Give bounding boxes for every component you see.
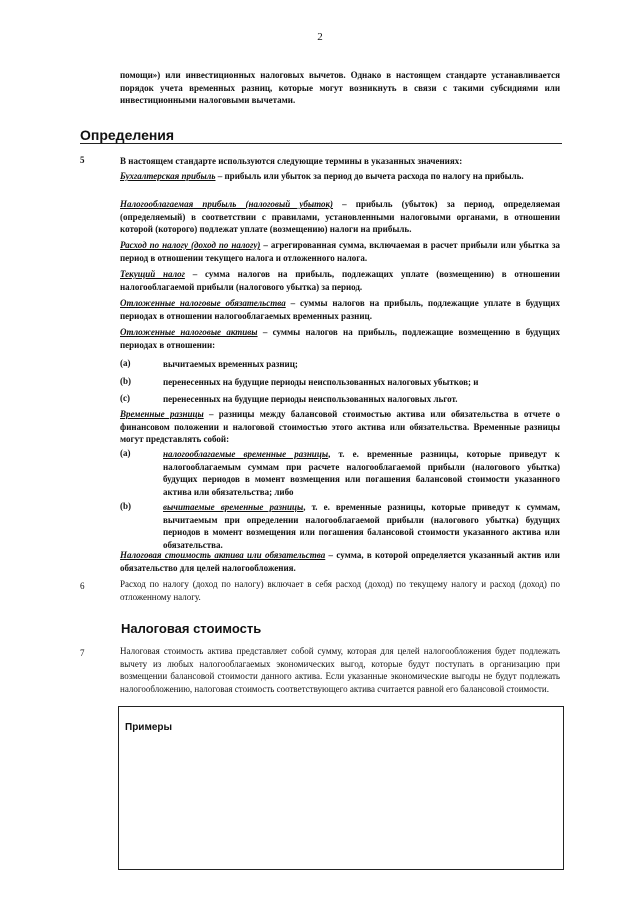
definition-current-tax — [120, 268, 560, 293]
definition-text: – прибыль или убыток за период до вычета расхода по налогу на прибыль. — [215, 171, 524, 181]
definition-text: – агрегированная сумма, включаемая в расчет прибыли или убытка за период в отношении текущего налога и отложенного налога. — [120, 240, 561, 263]
definition-term: Налогооблагаемая прибыль (налоговый убыток) — [120, 199, 334, 209]
list-letter: (b) — [120, 501, 131, 511]
list-item: перенесенных на будущие периоды неиспользованных налоговых льгот. — [163, 394, 458, 404]
definition-text: , т. е. временные разницы, которые приведут к суммам, вычитаемым при определении налогооблагаемой прибыли (налогового убытка) будущих периодов в момент возмещения или погашения балансовой стоимости указанного актива или обязательства. — [163, 502, 560, 550]
page-number: 2 — [317, 31, 323, 43]
definition-term: Расход по налогу (доход по налогу) — [120, 240, 261, 250]
subsection-title: Налоговая стоимость — [121, 621, 262, 636]
definitions-lead: В настоящем стандарте используются следующие термины в указанных значениях: — [120, 156, 463, 166]
definition-deferred-liabilities — [120, 297, 560, 322]
list-item-deductible-differences — [163, 501, 560, 551]
definition-taxable-profit — [120, 198, 560, 236]
paragraph-number-6: 6 — [80, 581, 85, 591]
definition-accounting-profit — [120, 170, 560, 183]
definition-text: – прибыль (убыток) за период, определяемая (определяемый) в соответствии с правилами, установленными налоговыми органами, в отношении которой (которого) подлежат уплате (возмещению) налоги на прибыль. — [120, 199, 560, 234]
definition-text: – разницы между балансовой стоимостью актива или обязательства в отчете о финансовом положении и налоговой стоимостью этого актива или обязательства. Временные разницы могут представлять собой: — [120, 409, 560, 444]
definition-tax-base — [120, 549, 560, 574]
definition-term: Бухгалтерская прибыль — [120, 171, 216, 181]
definition-term: вычитаемые временные разницы — [163, 502, 304, 512]
definition-deferred-assets — [120, 326, 560, 351]
definition-term: Временные разницы — [120, 409, 204, 419]
list-letter: (b) — [120, 376, 131, 386]
definition-tax-expense — [120, 239, 560, 264]
list-item: вычитаемых временных разниц; — [163, 359, 298, 369]
definition-term: налогооблагаемые временные разницы — [163, 449, 329, 459]
examples-title: Примеры — [125, 722, 173, 733]
section-title: Определения — [80, 127, 175, 143]
definition-term: Отложенные налоговые активы — [120, 327, 258, 337]
list-letter: (a) — [120, 448, 131, 458]
intro-paragraph: помощи») или инвестиционных налоговых вычетов. Однако в настоящем стандарте устанавливается порядок учета временных разниц, которые могут возникнуть в связи с такими субсидиями или инвестиционными налоговыми вычетами. — [120, 70, 560, 105]
definition-term: Налоговая стоимость актива или обязательства — [120, 550, 326, 560]
list-item-taxable-differences — [163, 448, 560, 498]
definition-text: , т. е. временные разницы, которые приведут к налогооблагаемым суммам при расчете налогооблагаемой прибыли (налогового убытка) будущих периодов в момент возмещения или погашения балансовой стоимости указанного актива или обязательства; либо — [163, 449, 560, 497]
definition-text: – сумма, в которой определяется указанный актив или обязательство для целей налогообложения. — [120, 550, 560, 573]
paragraph-7-text: Налоговая стоимость актива представляет собой сумму, которая для целей налогообложения будет подлежать вычету из любых налогооблагаемых экономических выгод, которые будут поступать в организацию при возмещении балансовой стоимости данного актива. Если указанные экономические выгоды не будут подлежать налогообложению, налоговая стоимость соответствующего актива считается равной его балансовой стоимости. — [120, 646, 560, 694]
definition-term: Отложенные налоговые обязательства — [120, 298, 286, 308]
paragraph-number-5: 5 — [80, 155, 85, 165]
definition-temporary-differences — [120, 408, 560, 446]
list-letter: (c) — [120, 393, 130, 403]
examples-box — [118, 706, 564, 870]
paragraph-6-text: Расход по налогу (доход по налогу) включает в себя расход (доход) по текущему налогу и расход (доход) по отложенному налогу. — [120, 579, 560, 602]
paragraph-number-7: 7 — [80, 648, 85, 658]
section-rule — [80, 143, 562, 144]
definition-term: Текущий налог — [120, 269, 185, 279]
list-letter: (a) — [120, 358, 131, 368]
definition-text: – сумма налогов на прибыль, подлежащих уплате (возмещению) в отношении налогооблагаемой прибыли (налогового убытка) за период. — [120, 269, 560, 292]
definition-text: – суммы налогов на прибыль, подлежащие уплате в будущих периодах в отношении налогооблагаемых временных разниц. — [120, 298, 560, 321]
definition-text: – суммы налогов на прибыль, подлежащие возмещению в будущих периодах в отношении: — [120, 327, 561, 350]
list-item: перенесенных на будущие периоды неиспользованных налоговых убытков; и — [163, 377, 479, 387]
